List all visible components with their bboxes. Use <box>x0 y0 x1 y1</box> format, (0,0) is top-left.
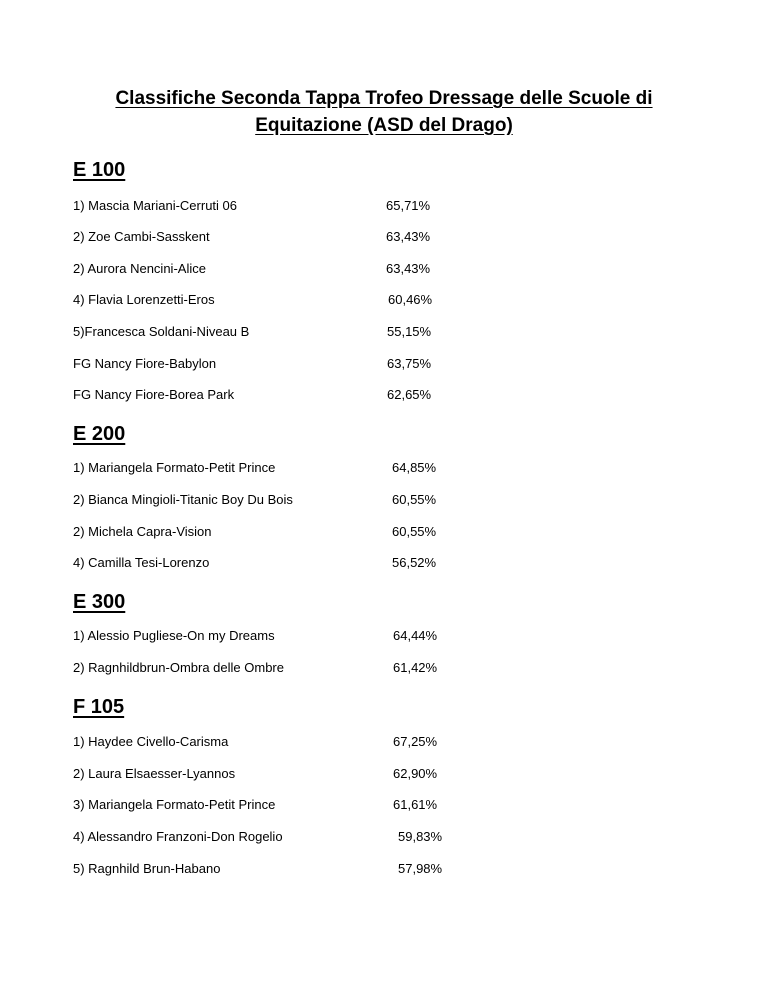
entry-score: 57,98% <box>398 861 443 876</box>
entry-score: 64,44% <box>393 628 438 643</box>
entry-name: 1) Mascia Mariani-Cerruti 06 <box>73 198 237 213</box>
entry-name: 1) Haydee Civello-Carisma <box>73 734 229 749</box>
entry-name: 5) Ragnhild Brun-Habano <box>73 861 221 876</box>
entry-name: 2) Bianca Mingioli-Titanic Boy Du Bois <box>73 492 293 507</box>
section-heading-e300: E 300 <box>73 591 126 613</box>
entry-score: 61,61% <box>393 797 438 812</box>
entry-score: 62,65% <box>387 387 432 402</box>
entry-name: 4) Camilla Tesi-Lorenzo <box>73 555 210 570</box>
entry-name: FG Nancy Fiore-Babylon <box>73 356 217 371</box>
entry-score: 62,90% <box>393 766 438 781</box>
entry-score: 61,42% <box>393 660 438 675</box>
entry-name: 4) Alessandro Franzoni-Don Rogelio <box>73 829 283 844</box>
entry-name: 3) Mariangela Formato-Petit Prince <box>73 797 276 812</box>
entry-score: 67,25% <box>393 734 438 749</box>
entry-score: 55,15% <box>387 324 432 339</box>
entry-name: 1) Mariangela Formato-Petit Prince <box>73 460 276 475</box>
entry-score: 63,43% <box>386 229 431 244</box>
entry-score: 56,52% <box>392 555 437 570</box>
entry-score: 65,71% <box>386 198 431 213</box>
entry-score: 60,46% <box>388 292 433 307</box>
entry-name: 2) Aurora Nencini-Alice <box>73 261 206 276</box>
entry-score: 63,75% <box>387 356 432 371</box>
entry-name: FG Nancy Fiore-Borea Park <box>73 387 235 402</box>
page-title-line-1: Classifiche Seconda Tappa Trofeo Dressage delle Scuole di <box>115 88 653 109</box>
page-title <box>0 85 768 139</box>
entry-score: 60,55% <box>392 524 437 539</box>
entry-name: 2) Laura Elsaesser-Lyannos <box>73 766 236 781</box>
entry-score: 64,85% <box>392 460 437 475</box>
entry-name: 5)Francesca Soldani-Niveau B <box>73 324 250 339</box>
entry-score: 59,83% <box>398 829 443 844</box>
entry-name: 2) Zoe Cambi-Sasskent <box>73 229 210 244</box>
section-heading-e200: E 200 <box>73 423 126 445</box>
page-title-line-2: Equitazione (ASD del Drago) <box>255 115 513 136</box>
entry-name: 2) Michela Capra-Vision <box>73 524 212 539</box>
section-heading-f105: F 105 <box>73 696 125 718</box>
entry-name: 4) Flavia Lorenzetti-Eros <box>73 292 215 307</box>
entry-name: 2) Ragnhildbrun-Ombra delle Ombre <box>73 660 284 675</box>
entry-name: 1) Alessio Pugliese-On my Dreams <box>73 628 275 643</box>
entry-score: 60,55% <box>392 492 437 507</box>
section-heading-e100: E 100 <box>73 159 126 181</box>
entry-score: 63,43% <box>386 261 431 276</box>
